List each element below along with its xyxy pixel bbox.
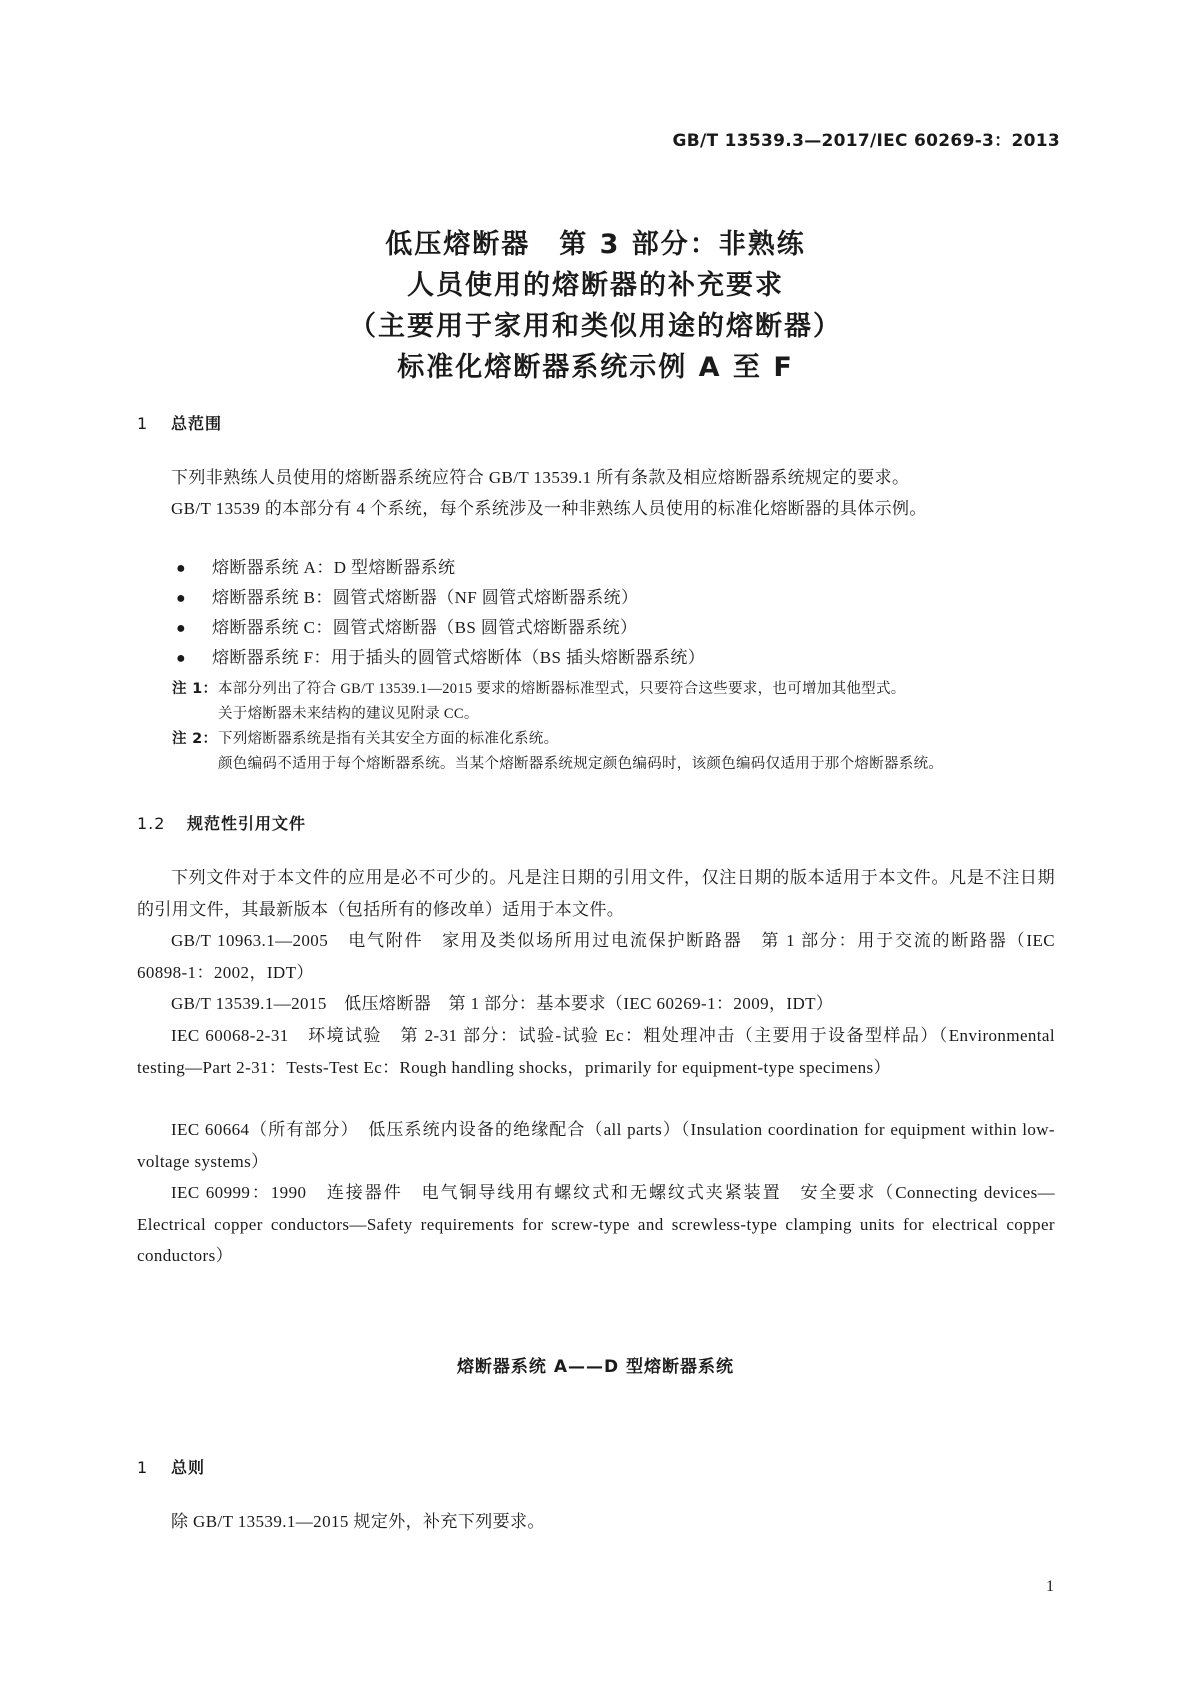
- section-1-heading: [137, 411, 222, 434]
- list-item: ● 熔断器系统 A：D 型熔断器系统: [176, 552, 455, 584]
- page-number: 1: [1046, 1578, 1054, 1595]
- list-item: ● 熔断器系统 F：用于插头的圆管式熔断体（BS 插头熔断器系统）: [176, 642, 705, 674]
- list-item: ● 熔断器系统 B：圆管式熔断器（NF 圆管式熔断器系统）: [176, 582, 638, 614]
- bullet-icon: ●: [176, 560, 187, 577]
- section-title: 规范性引用文件: [187, 814, 307, 833]
- note-label: 注 1：: [172, 681, 218, 697]
- scope-paragraph-2: GB/T 13539 的本部分有 4 个系统，每个系统涉及一种非熟练人员使用的标准化熔断器的具体示例。: [171, 499, 927, 518]
- reference-item: IEC 60068-2-31 环境试验 第 2-31 部分：试验-试验 Ec：粗处理冲击（主要用于设备型样品）（Environmental testing—Part 2-31：Tests-Test Ec：Rough handling shocks，primarily for equipment-type specimens）: [137, 1026, 1055, 1077]
- standard-code-header: GB/T 13539.3—2017/IEC 60269-3：2013: [672, 131, 1060, 151]
- title-line-4: 标准化熔断器系统示例 A 至 F: [397, 352, 794, 383]
- note-text: 本部分列出了符合 GB/T 13539.1—2015 要求的熔断器标准型式，只要符合这些要求，也可增加其他型式。: [218, 681, 906, 697]
- title-line-3: （主要用于家用和类似用途的熔断器）: [349, 311, 842, 342]
- bullet-icon: ●: [176, 650, 187, 667]
- system-a-section-heading: [137, 1455, 205, 1478]
- section-title: 总范围: [171, 414, 223, 433]
- note-text: 下列熔断器系统是指有关其安全方面的标准化系统。: [218, 731, 559, 747]
- bullet-icon: ●: [176, 590, 187, 607]
- note-2: [172, 727, 1056, 777]
- section-number: 1: [137, 1458, 149, 1477]
- list-item: ● 熔断器系统 C：圆管式熔断器（BS 圆管式熔断器系统）: [176, 612, 637, 644]
- general-paragraph: 除 GB/T 13539.1—2015 规定外，补充下列要求。: [171, 1512, 545, 1531]
- system-a-title: 熔断器系统 A——D 型熔断器系统: [456, 1357, 735, 1377]
- reference-item: GB/T 13539.1—2015 低压熔断器 第 1 部分：基本要求（IEC 60269-1：2009，IDT）: [171, 994, 834, 1013]
- title-line-1: 低压熔断器 第 3 部分：非熟练: [385, 229, 806, 260]
- section-number: 1: [137, 414, 149, 433]
- title-line-2: 人员使用的熔断器的补充要求: [407, 270, 784, 301]
- bullet-icon: ●: [176, 620, 187, 637]
- section-title: 总则: [171, 1458, 206, 1477]
- section-number: 1.2: [137, 814, 166, 833]
- scope-paragraph-1: 下列非熟练人员使用的熔断器系统应符合 GB/T 13539.1 所有条款及相应熔断器系统规定的要求。: [171, 468, 910, 487]
- note-label: 注 2：: [172, 731, 218, 747]
- note-1: [172, 677, 1056, 727]
- reference-item: IEC 60999：1990 连接器件 电气铜导线用有螺纹式和无螺纹式夹紧装置 安全要求（Connecting devices—Electrical copper conductors—Safety requirements for screw-type and screwless-type clamping units for electrical copper conductors）: [137, 1183, 1055, 1265]
- note-text: 颜色编码不适用于每个熔断器系统。当某个熔断器系统规定颜色编码时，该颜色编码仅适用于那个熔断器系统。: [218, 756, 944, 772]
- references-intro: 下列文件对于本文件的应用是必不可少的。凡是注日期的引用文件，仅注日期的版本适用于本文件。凡是不注日期的引用文件，其最新版本（包括所有的修改单）适用于本文件。: [137, 868, 1055, 919]
- reference-item: IEC 60664（所有部分） 低压系统内设备的绝缘配合（all parts）（Insulation coordination for equipment within low-voltage systems）: [137, 1120, 1055, 1171]
- section-1-2-heading: [137, 811, 306, 834]
- reference-item: GB/T 10963.1—2005 电气附件 家用及类似场所用过电流保护断路器 第 1 部分：用于交流的断路器（IEC 60898-1：2002，IDT）: [137, 931, 1055, 982]
- document-title: [0, 224, 1191, 388]
- note-text: 关于熔断器未来结构的建议见附录 CC。: [218, 706, 479, 722]
